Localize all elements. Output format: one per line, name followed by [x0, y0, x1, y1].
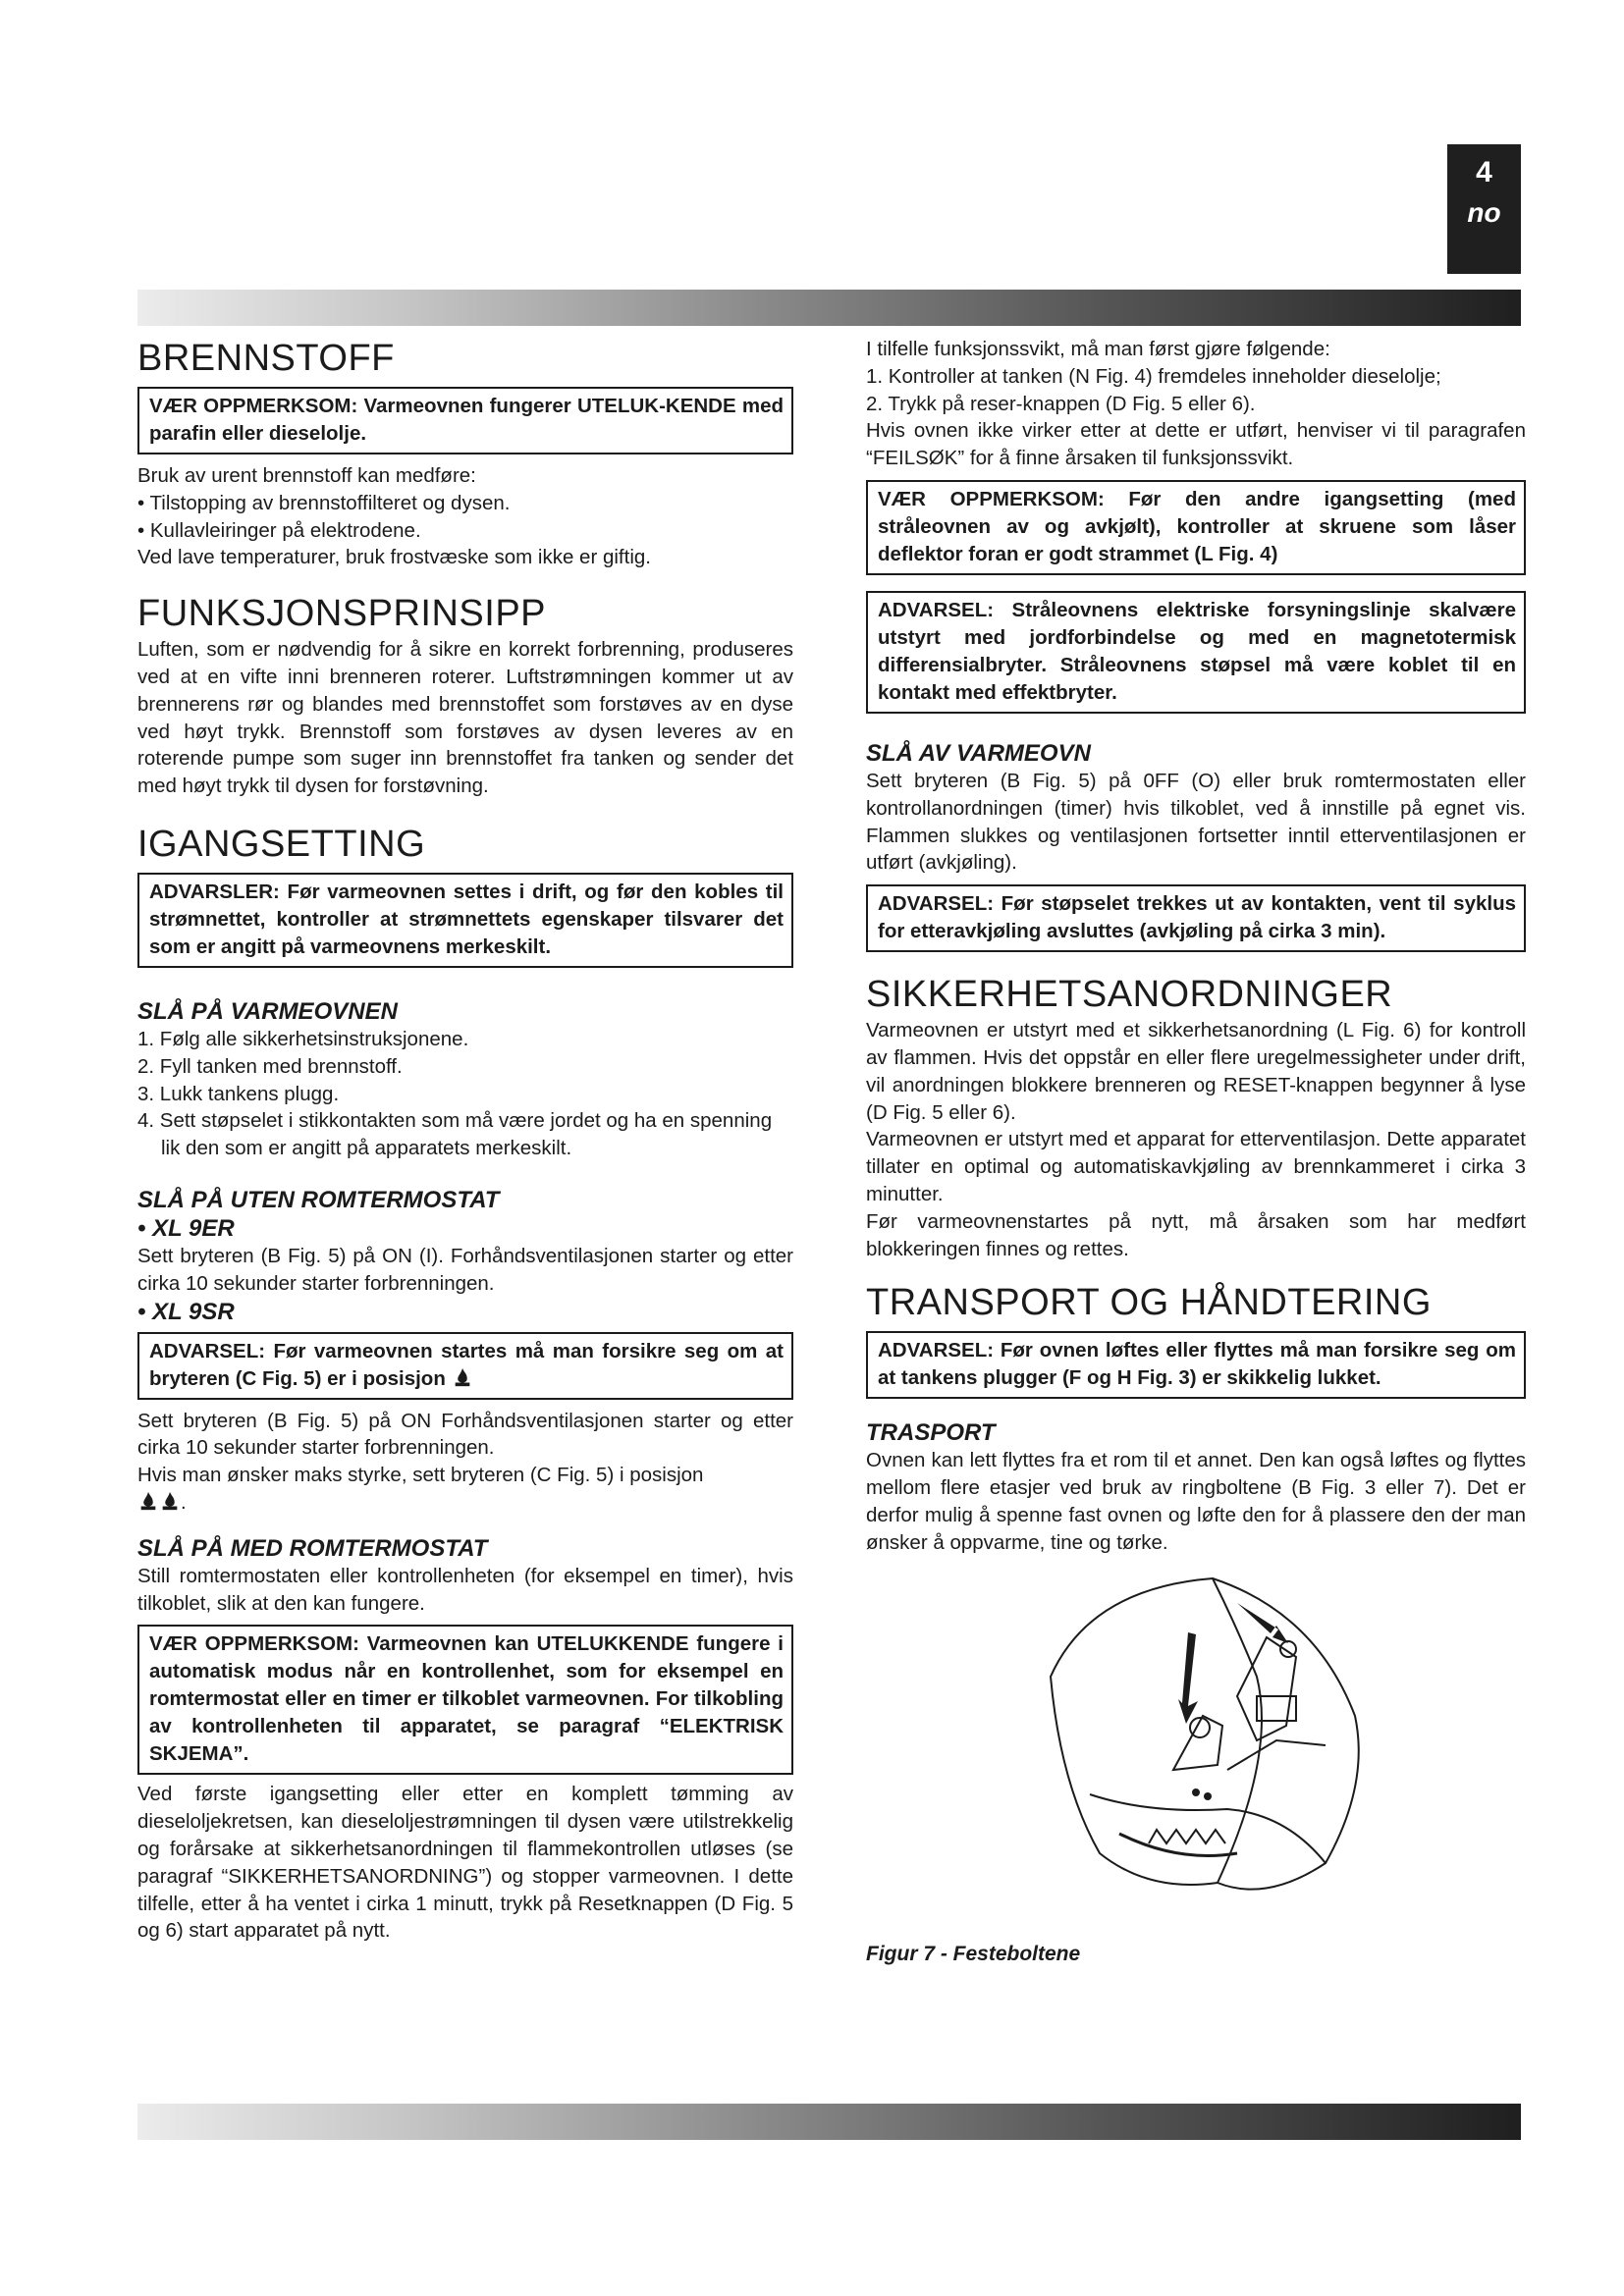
left-column — [137, 336, 793, 1945]
uten-text-2: Sett bryteren (B Fig. 5) på ON Forhåndsventilasjonen starter og etter cirka 10 sekunder starter forbrenningen. — [137, 1409, 793, 1460]
brennstoff-bullet: • Kullavleiringer på elektrodene. — [137, 518, 421, 542]
flame-icon — [159, 1490, 181, 1512]
warning-igangsetting: ADVARSLER: Før varmeovnen settes i drift, og før den kobles til strømnettet, kontroller at strømnettets egenskaper tilsvarer det som er angitt på varmeovnens merkeskilt. — [137, 873, 793, 968]
sikker-text-3: Før varmeovnenstartes på nytt, må årsaken som har medført blokkeringen finnes og rettes. — [866, 1209, 1526, 1260]
flame-icon — [452, 1366, 473, 1388]
section-title-sikkerhet: SIKKERHETSANORDNINGER — [866, 974, 1393, 1016]
heater-lifting-illustration — [1031, 1569, 1375, 1922]
warning-transport: ADVARSEL: Før ovnen løftes eller flyttes må man forsikre seg om at tankens plugger (F og H Fig. 3) er skikkelig lukket. — [866, 1331, 1526, 1399]
sla-av-text: Sett bryteren (B Fig. 5) på 0FF (O) eller bruk romtermostaten eller kontrollanordningen (timer) hvis tilkoblet, ved å innstille på egnet vis. Flammen slukkes og ventilasjonen fortsetter inntil etterventilasjonen er utført (avkjøling). — [866, 769, 1526, 875]
warning-elektrisk: ADVARSEL: Stråleovnens elektriske forsyningslinje skalvære utstyrt med jordforbindelse og med en magnetotermisk differensialbryter. Stråleovnens støpsel må være koblet til en kontakt med effektbryter. — [866, 591, 1526, 714]
step-item: 1. Følg alle sikkerhetsinstruksjonene. — [137, 1027, 469, 1050]
section-title-transport: TRANSPORT OG HÅNDTERING — [866, 1282, 1432, 1324]
step-item: 4. Sett støpselet i stikkontakten som må være jordet og ha en spenning lik den som er angitt på apparatets merkeskilt. — [137, 1109, 773, 1160]
section-title-igangsetting: IGANGSETTING — [137, 823, 426, 865]
sikker-text-1: Varmeovnen er utstyrt med et sikkerhetsanordning (L Fig. 6) for kontroll av flammen. Hvis det oppstår en eller flere uregelmessigheter under drift, vil anordningen blokkere brenneren og RESET-knappen begynner å lyse (D Fig. 5 eller 6). — [866, 1019, 1526, 1124]
footer-band — [137, 2104, 1521, 2140]
warning-stopsel: ADVARSEL: Før støpselet trekkes ut av kontakten, vent til syklus for etteravkjøling avsluttes (avkjøling på cirka 3 min). — [866, 884, 1526, 952]
subtitle-trasport: TRASPORT — [866, 1419, 996, 1447]
feil-step: 2. Trykk på reser-knappen (D Fig. 5 eller 6). — [866, 392, 1256, 415]
feil-text: Hvis ovnen ikke virker etter at dette er utført, henviser vi til paragrafen “FEILSØK” for å finne årsaken til funksjonssvikt. — [866, 419, 1526, 470]
brennstoff-bullet: • Tilstopping av brennstoffilteret og dysen. — [137, 491, 511, 514]
language-code: no — [1467, 197, 1501, 228]
page-number: 4 — [1476, 156, 1492, 188]
step-item: 2. Fyll tanken med brennstoff. — [137, 1054, 403, 1078]
page-tab — [1447, 144, 1521, 274]
figure-caption: Figur 7 - Festeboltene — [866, 1942, 1081, 1965]
model-xl9sr: • XL 9SR — [137, 1298, 235, 1325]
funksjon-text: Luften, som er nødvendig for å sikre en korrekt forbrenning, produseres ved at en vifte inni brenneren roterer. Luftstrømningen kommer ut av brennerens rør og blandes med brennstoffet som forstøves av en dyse ved høyt trykk. Brennstoff som forstøves av dysen leveres av en roterende pumpe som suger inn brennstoffet fra tanken og sender det med høyt trykk til dysen for forstøvning. — [137, 638, 793, 798]
subtitle-med-romtermostat: SLÅ PÅ MED ROMTERMOSTAT — [137, 1534, 488, 1562]
model-xl9er: • XL 9ER — [137, 1214, 235, 1242]
uten-text-1: Sett bryteren (B Fig. 5) på ON (I). Forhåndsventilasjonen starter og etter cirka 10 sekunder starter forbrenningen. — [137, 1244, 793, 1295]
med-text: Still romtermostaten eller kontrollenheten (for eksempel en timer), hvis tilkoblet, slik at den kan fungere. — [137, 1564, 793, 1615]
section-title-brennstoff: BRENNSTOFF — [137, 338, 395, 379]
warning-kontrollenhet: VÆR OPPMERKSOM: Varmeovnen kan UTELUKKENDE fungere i automatisk modus når en kontrollenhet, som for eksempel en romtermostat eller en timer er tilkoblet varmeovnen. For tilkobling av kontrollenheten til apparatet, se paragraf “ELEKTRISK SKJEMA”. — [137, 1625, 793, 1775]
section-title-funksjon: FUNKSJONSPRINSIPP — [137, 593, 547, 635]
feil-intro: I tilfelle funksjonssvikt, må man først gjøre følgende: — [866, 338, 1330, 360]
warning-bryter-text: ADVARSEL: Før varmeovnen startes må man forsikre seg om at bryteren (C Fig. 5) er i posisjon — [149, 1339, 784, 1390]
warning-bryter — [137, 1332, 793, 1400]
feil-step: 1. Kontroller at tanken (N Fig. 4) fremdeles inneholder dieselolje; — [866, 364, 1441, 388]
subtitle-sla-pa: SLÅ PÅ VARMEOVNEN — [137, 997, 398, 1025]
step-item: 3. Lukk tankens plugg. — [137, 1082, 340, 1105]
header-band — [137, 290, 1521, 326]
brennstoff-note: Ved lave temperaturer, bruk frostvæske som ikke er giftig. — [137, 546, 651, 569]
warning-andre-igangsetting: VÆR OPPMERKSOM: Før den andre igangsetting (med stråleovnen av og avkjølt), kontroller at skruene som låser deflektor foran er godt strammet (L Fig. 4) — [866, 480, 1526, 575]
double-flame-line — [137, 1489, 793, 1517]
subtitle-uten-romtermostat: SLÅ PÅ UTEN ROMTERMOSTAT — [137, 1186, 500, 1213]
period: . — [181, 1490, 187, 1514]
brennstoff-intro: Bruk av urent brennstoff kan medføre: — [137, 464, 476, 487]
warning-brennstoff: VÆR OPPMERKSOM: Varmeovnen fungerer UTELUK-KENDE med parafin eller dieselolje. — [137, 387, 793, 454]
sikker-text-2: Varmeovnen er utstyrt med et apparat for etterventilasjon. Dette apparatet tillater en optimal og automatiskavkjøling av brennkammeret i cirka 3 minutter. — [866, 1128, 1526, 1205]
right-column — [866, 336, 1526, 1967]
med-text-2: Ved første igangsetting eller etter en komplett tømming av dieseloljekretsen, kan dieseloljestrømningen til dysen være utilstrekkelig og forårsake at sikkerhetsanordningen til flammekontrollen utløses (se paragraf “SIKKERHETSANORDNING”) og stopper varmeovnen. I dette tilfelle, etter å ha ventet i cirka 1 minutt, trykk på Resetknappen (D Fig. 5 og 6) start apparatet på nytt. — [137, 1783, 793, 1943]
transport-text: Ovnen kan lett flyttes fra et rom til et annet. Den kan også løftes og flyttes mellom flere etasjer ved bruk av ringboltene (B Fig. 3 eller 7). Det er derfor mulig å spenne fast ovnen og løfte den for å plassere den der man ønsker å oppvarme, tine og tørke. — [866, 1449, 1526, 1554]
uten-text-3: Hvis man ønsker maks styrke, sett bryteren (C Fig. 5) i posisjon — [137, 1464, 704, 1487]
flame-icon — [137, 1490, 159, 1512]
subtitle-sla-av: SLÅ AV VARMEOVN — [866, 739, 1091, 767]
